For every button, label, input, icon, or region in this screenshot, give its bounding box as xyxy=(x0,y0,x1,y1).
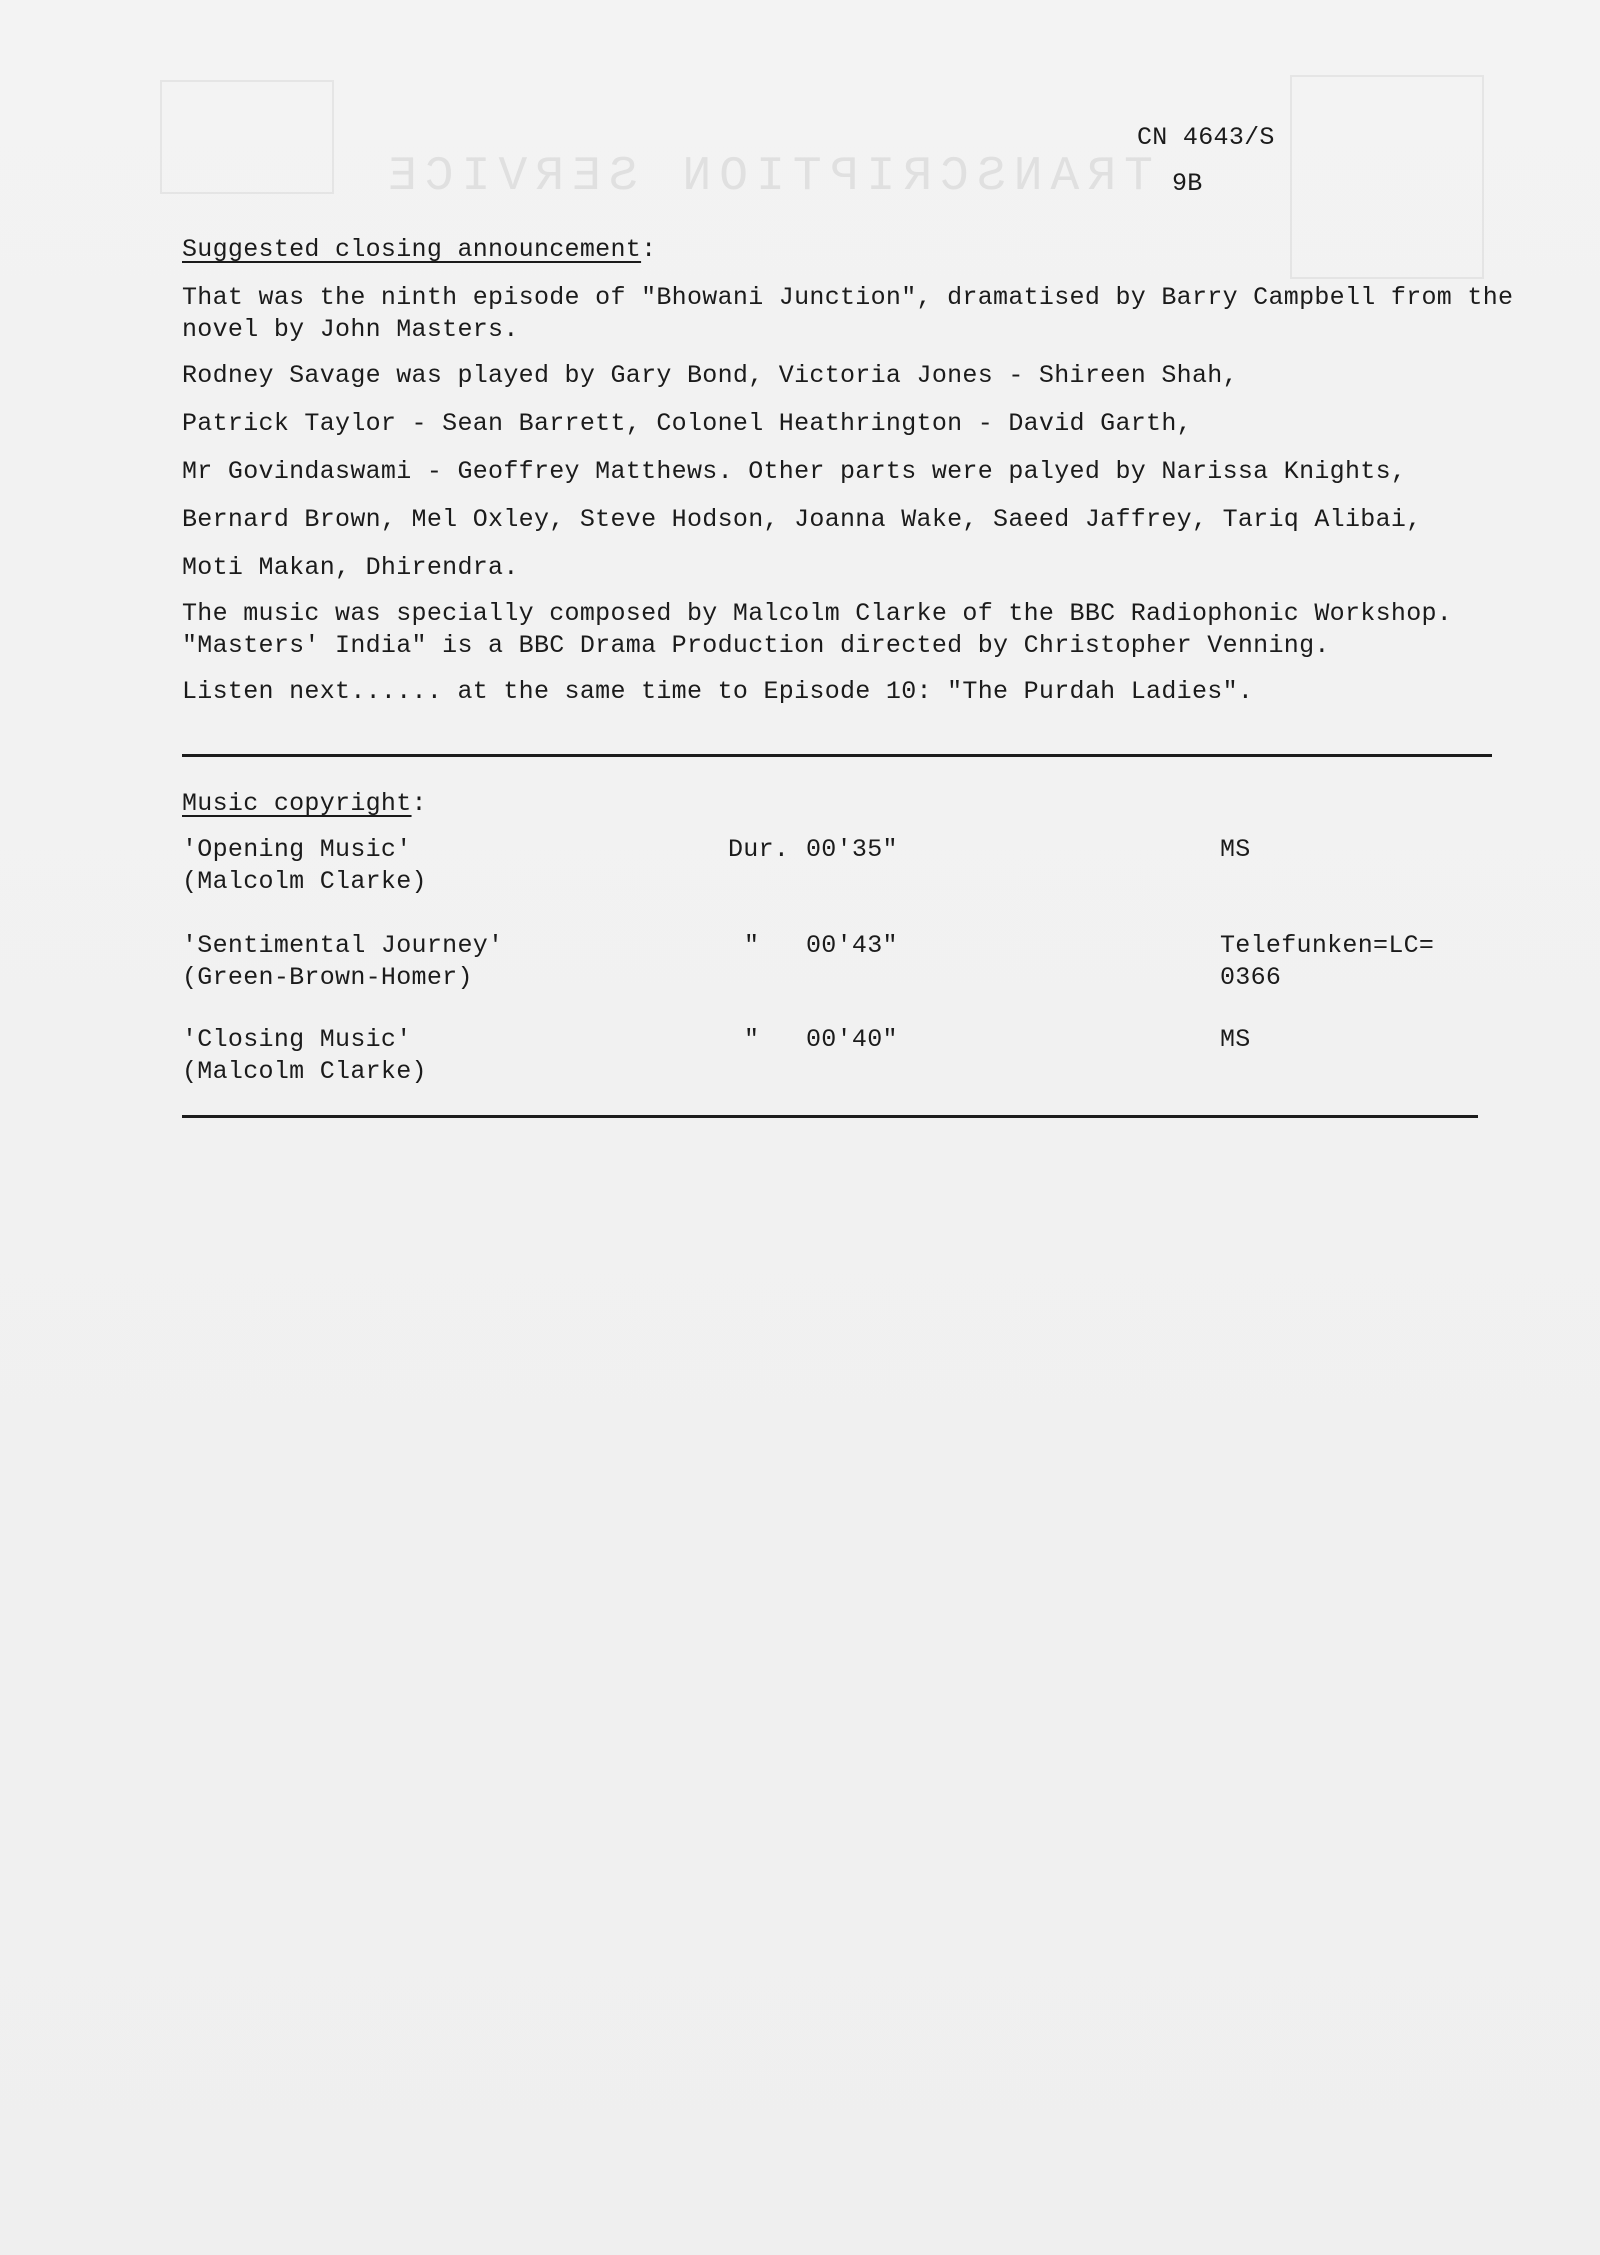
closing-line-3: Patrick Taylor - Sean Barrett, Colonel Heathrington - David Garth, xyxy=(182,409,1192,438)
closing-line-2: Rodney Savage was played by Gary Bond, Victoria Jones - Shireen Shah, xyxy=(182,361,1238,390)
music-label: MS xyxy=(1220,1025,1251,1054)
music-copyright-heading-colon: : xyxy=(411,789,427,818)
music-composer: (Malcolm Clarke) xyxy=(182,1057,427,1086)
music-duration: 00'40" xyxy=(806,1025,898,1054)
duration-label: Dur. xyxy=(728,835,790,864)
closing-line-4: Mr Govindaswami - Geoffrey Matthews. Other parts were palyed by Narissa Knights, xyxy=(182,457,1407,486)
music-copyright-heading-text: Music copyright xyxy=(182,789,412,818)
ghost-letterhead: TRANSCRIPTION SERVICE xyxy=(380,150,1153,204)
closing-line-7: The music was specially composed by Malcolm Clarke of the BBC Radiophonic Workshop. "Masters' India" is a BBC Drama Production directed by Christopher Venning. xyxy=(182,599,1453,660)
closing-announcement-heading-text: Suggested closing announcement xyxy=(182,235,642,264)
music-title: 'Closing Music' xyxy=(182,1025,412,1054)
music-duration: 00'43" xyxy=(806,931,898,960)
page-number: 9B xyxy=(1172,169,1203,198)
music-label: MS xyxy=(1220,835,1251,864)
closing-line-8: Listen next...... at the same time to Episode 10: "The Purdah Ladies". xyxy=(182,677,1254,706)
music-title: 'Sentimental Journey' xyxy=(182,931,504,960)
document-reference: CN 4643/S xyxy=(1137,123,1275,152)
ghost-stamp-right xyxy=(1290,75,1484,279)
closing-announcement-heading xyxy=(182,234,656,266)
music-composer: (Malcolm Clarke) xyxy=(182,867,427,896)
music-composer: (Green-Brown-Homer) xyxy=(182,963,473,992)
ghost-stamp-left xyxy=(160,80,334,194)
duration-ditto-mark: " xyxy=(744,1025,760,1054)
duration-ditto-mark: " xyxy=(744,931,760,960)
music-duration: 00'35" xyxy=(806,835,898,864)
closing-line-5: Bernard Brown, Mel Oxley, Steve Hodson, Joanna Wake, Saeed Jaffrey, Tariq Alibai, xyxy=(182,505,1422,534)
section-divider xyxy=(182,1115,1478,1118)
closing-line-6: Moti Makan, Dhirendra. xyxy=(182,553,519,582)
closing-line-1: That was the ninth episode of "Bhowani Junction", dramatised by Barry Campbell from the novel by John Masters. xyxy=(182,283,1514,344)
music-title: 'Opening Music' xyxy=(182,835,412,864)
music-label-catalogue: 0366 xyxy=(1220,963,1282,992)
music-copyright-heading xyxy=(182,788,427,820)
section-divider xyxy=(182,754,1492,757)
music-label: Telefunken=LC= xyxy=(1220,931,1435,960)
closing-announcement-heading-colon: : xyxy=(641,235,657,264)
